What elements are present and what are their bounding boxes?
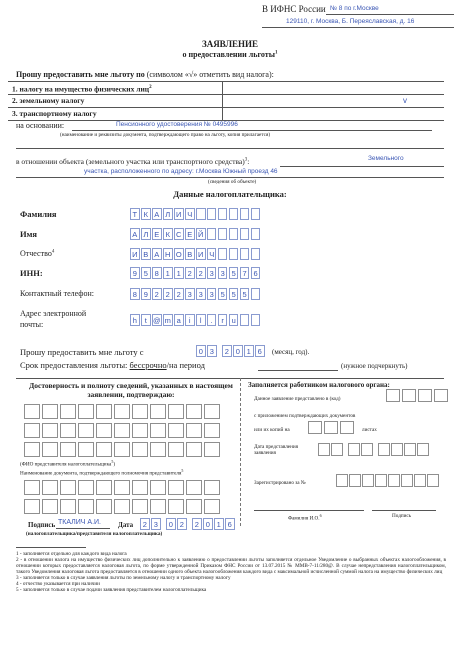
char-cell[interactable]: Й [196, 228, 206, 240]
object-note: (сведения об объекте) [208, 179, 257, 185]
char-cell[interactable]: 1 [244, 345, 254, 357]
char-cell[interactable] [207, 208, 217, 220]
surname-field[interactable] [130, 208, 262, 220]
grid-cell[interactable] [42, 480, 58, 495]
request-heading: Прошу предоставить мне льготу по (символом «√» отметить вид налога): [16, 70, 274, 79]
char-cell[interactable] [240, 314, 250, 326]
char-cell[interactable]: r [218, 314, 228, 326]
char-cell[interactable]: А [130, 228, 140, 240]
grid-cell[interactable] [42, 423, 58, 438]
grid-cell[interactable] [132, 499, 148, 514]
char-cell[interactable]: 0 [203, 518, 213, 530]
sign-note: (налогоплательщика/представителя налогоплательщика) [26, 531, 163, 537]
char-cell[interactable] [251, 208, 261, 220]
char-cell[interactable]: t [141, 314, 151, 326]
char-cell[interactable]: 1 [174, 267, 184, 279]
char-cell[interactable]: 8 [130, 288, 140, 300]
grid-cell[interactable] [42, 404, 58, 419]
object-label: в отношении объекта (земельного участка или транспортного средства)$^3$: [16, 157, 250, 166]
grid-cell[interactable] [60, 423, 76, 438]
patronymic-field[interactable] [130, 248, 262, 260]
footnote-3: 3 - заполняется только в случае заявления льготы по земельному налогу и транспортному налогу [16, 575, 231, 581]
office-line-3: или их копий на [254, 427, 290, 433]
office-line-4: Дата представления заявления [254, 444, 299, 456]
char-cell[interactable] [229, 248, 239, 260]
char-cell[interactable]: Е [185, 228, 195, 240]
rep-note: (ФИО представителя налогоплательщика$^5$) [20, 459, 116, 468]
char-cell[interactable]: К [141, 208, 151, 220]
footnotes [16, 551, 446, 593]
char-cell[interactable]: 5 [218, 288, 228, 300]
char-cell[interactable]: И [196, 248, 206, 260]
grid-cell[interactable] [60, 404, 76, 419]
char-cell[interactable] [218, 248, 228, 260]
char-cell[interactable]: 8 [152, 267, 162, 279]
grid-cell[interactable] [204, 480, 220, 495]
tax-check-transport[interactable] [223, 108, 444, 120]
office-line-1: Данное заявление представлено в (код) [254, 396, 341, 402]
grid-cell[interactable] [78, 423, 94, 438]
grid-cell[interactable] [78, 404, 94, 419]
date-day-field[interactable] [140, 518, 162, 530]
char-cell[interactable]: И [130, 248, 140, 260]
confirm-heading: Достоверность и полноту сведений, указанных в настоящем заявлении, подтверждаю: [29, 381, 233, 399]
char-cell[interactable]: 2 [185, 267, 195, 279]
char-cell[interactable]: h [130, 314, 140, 326]
grid-cell[interactable] [24, 499, 40, 514]
surname-label: Фамилия [20, 209, 57, 219]
grid-cell[interactable] [150, 480, 166, 495]
char-cell[interactable]: 5 [141, 267, 151, 279]
grid-cell[interactable] [168, 442, 184, 457]
char-cell[interactable] [240, 248, 250, 260]
footnote-1: 1 - заполняется отдельно для каждого вида налога [16, 551, 127, 557]
basis-note: (наименование и реквизиты документа, подтверждающего право на льготу, копия прилагается) [60, 132, 271, 138]
grid-cell[interactable] [114, 480, 130, 495]
char-cell[interactable]: Т [130, 208, 140, 220]
char-cell[interactable] [229, 208, 239, 220]
char-cell[interactable]: 2 [192, 518, 202, 530]
tax-row-property: 1. налогу на имущество физических лиц$^2$ [8, 82, 444, 95]
grid-cell[interactable] [24, 480, 40, 495]
tax-row-land: 2. земельному налогу v [8, 95, 444, 108]
sign-label: Подпись [28, 521, 56, 529]
period-from-label: Прошу предоставить мне льготу с [20, 347, 144, 357]
office-fio-label: Фамилия И.О.$^6$ [288, 513, 322, 522]
grid-cell[interactable] [114, 404, 130, 419]
date-label: Дата [118, 521, 134, 529]
char-cell[interactable]: 6 [225, 518, 235, 530]
phone-label: Контактный телефон: [20, 289, 94, 298]
grid-cell[interactable] [186, 442, 202, 457]
char-cell[interactable]: a [174, 314, 184, 326]
doc-grid[interactable] [24, 480, 222, 495]
name-label: Имя [20, 229, 37, 239]
char-cell[interactable]: Н [163, 248, 173, 260]
char-cell[interactable]: 5 [229, 267, 239, 279]
grid-cell[interactable] [186, 423, 202, 438]
char-cell[interactable]: 1 [163, 267, 173, 279]
char-cell[interactable]: 5 [229, 288, 239, 300]
grid-cell[interactable] [168, 480, 184, 495]
office-line-5: Зарегистрировано за № [254, 480, 306, 486]
inspection-value: № 8 по г.Москве [330, 5, 379, 12]
grid-cell[interactable] [132, 423, 148, 438]
grid-cell[interactable] [96, 442, 112, 457]
office-line-3-suffix: листах [362, 427, 377, 433]
inspection-address: 129110, г. Москва, Б. Переяславская, д. 16 [286, 18, 415, 25]
char-cell[interactable]: 7 [240, 267, 250, 279]
grid-cell[interactable] [60, 442, 76, 457]
email-label-1: Адрес электронной [20, 309, 87, 318]
char-cell[interactable]: О [175, 250, 182, 259]
email-label-2: почты: [20, 320, 44, 329]
grid-cell[interactable] [204, 423, 220, 438]
term-note: (нужное подчеркнуть) [341, 362, 408, 370]
form-subtitle: о предоставлении льготы$^1$ [182, 50, 278, 59]
date-month-field[interactable] [166, 518, 188, 530]
grid-cell[interactable] [204, 442, 220, 457]
basis-value[interactable]: Пенсионного удостоверения № 0495996 [116, 121, 238, 128]
char-cell[interactable] [218, 228, 228, 240]
name-field[interactable] [130, 228, 262, 240]
char-cell[interactable] [240, 228, 250, 240]
tax-row-transport: 3. транспортному налогу [8, 108, 444, 121]
rep-grid[interactable] [24, 404, 222, 457]
char-cell[interactable]: Ч [207, 248, 217, 260]
tax-office-heading: Заполняется работником налогового органа: [248, 381, 390, 389]
char-cell[interactable] [251, 288, 261, 300]
office-reg-field[interactable] [336, 474, 441, 487]
phone-field[interactable] [130, 288, 262, 300]
char-cell[interactable]: m [164, 316, 171, 325]
char-cell[interactable]: 3 [151, 518, 161, 530]
char-cell[interactable]: 2 [140, 518, 150, 530]
char-cell[interactable]: И [174, 208, 184, 220]
grid-cell[interactable] [96, 499, 112, 514]
char-cell[interactable]: С [174, 228, 184, 240]
grid-cell[interactable] [204, 404, 220, 419]
char-cell[interactable] [251, 314, 261, 326]
char-cell[interactable]: К [163, 228, 173, 240]
grid-cell[interactable] [132, 404, 148, 419]
doc-grid-2[interactable] [24, 499, 222, 514]
char-cell[interactable]: 0 [233, 345, 243, 357]
char-cell[interactable]: 5 [240, 288, 250, 300]
grid-cell[interactable] [168, 404, 184, 419]
char-cell[interactable] [207, 228, 217, 240]
period-year-field[interactable] [222, 345, 266, 357]
office-sign-label: Подпись [392, 513, 412, 519]
date-year-field[interactable] [192, 518, 236, 530]
char-cell[interactable] [251, 228, 261, 240]
char-cell[interactable]: 6 [255, 345, 265, 357]
char-cell[interactable]: 0 [196, 345, 206, 357]
email-field[interactable] [130, 314, 262, 326]
char-cell[interactable]: 3 [196, 288, 206, 300]
char-cell[interactable] [218, 208, 228, 220]
tax-type-table [8, 81, 444, 121]
office-line-2: с приложением подтверждающих документов [254, 413, 356, 419]
doc-note: Наименование документа, подтверждающего полномочия представителя$^5$ [20, 468, 184, 477]
char-cell[interactable]: Л [141, 228, 151, 240]
grid-cell[interactable] [186, 480, 202, 495]
char-cell[interactable] [229, 228, 239, 240]
grid-cell[interactable] [150, 442, 166, 457]
month-year-note: (месяц, год). [272, 348, 310, 356]
grid-cell[interactable] [96, 423, 112, 438]
inn-label: ИНН: [20, 268, 43, 278]
grid-cell[interactable] [114, 423, 130, 438]
char-cell[interactable]: Л [163, 208, 173, 220]
footnote-2: 2 - в отношении налога на имущество физических лиц дополнительно к заявлению о предоставлении льготы заполняется отдельное Уведомление о выбранных объектах налогообложения, в отношении которых предоставляется налоговая льгота, по форме утвержденной Приказом ФНС России от 13.07.2015 № ММВ-7-11/280@. В случае непредставления налогоплательщиком, такого Уведомления налоговая льгота предоставляется в отношении одного объекта налогообложения каждого вида с максимальной исчисленной суммой налога на имущество физических лиц [16, 557, 446, 575]
tax-check-land[interactable]: v [403, 96, 407, 105]
char-cell[interactable]: 2 [174, 288, 184, 300]
grid-cell[interactable] [42, 499, 58, 514]
grid-cell[interactable] [150, 499, 166, 514]
char-cell[interactable]: 2 [222, 345, 232, 357]
office-date-field[interactable] [318, 443, 431, 456]
char-cell[interactable]: l [196, 314, 206, 326]
object-value-1[interactable]: Земельного [368, 155, 404, 162]
char-cell[interactable]: 9 [130, 267, 140, 279]
char-cell[interactable]: 2 [196, 267, 206, 279]
tax-check-property[interactable] [223, 82, 444, 94]
char-cell[interactable]: . [207, 314, 217, 326]
sign-value[interactable]: ТКАЛИЧ А.И. [58, 519, 102, 526]
char-cell[interactable]: В [185, 248, 195, 260]
grid-cell[interactable] [78, 480, 94, 495]
grid-cell[interactable] [132, 442, 148, 457]
char-cell[interactable]: @ [152, 316, 161, 325]
grid-cell[interactable] [168, 423, 184, 438]
grid-cell[interactable] [78, 442, 94, 457]
char-cell[interactable]: 3 [218, 267, 228, 279]
grid-cell[interactable] [96, 480, 112, 495]
taxpayer-heading: Данные налогоплательщика: [173, 189, 287, 199]
char-cell[interactable]: Ч [185, 208, 195, 220]
char-cell[interactable]: u [229, 314, 239, 326]
char-cell[interactable]: i [185, 314, 195, 326]
char-cell[interactable]: А [152, 208, 162, 220]
char-cell[interactable]: 3 [207, 267, 217, 279]
grid-cell[interactable] [24, 404, 40, 419]
object-value-2[interactable]: участка, расположенного по адресу: г.Москва Южный проезд 46 [84, 168, 278, 175]
term-indefinite[interactable]: бессрочно [129, 360, 167, 370]
char-cell[interactable]: 3 [207, 288, 217, 300]
basis-label: на основании: [16, 121, 65, 130]
char-cell[interactable] [251, 248, 261, 260]
char-cell[interactable]: 6 [251, 267, 261, 279]
grid-cell[interactable] [24, 423, 40, 438]
grid-cell[interactable] [150, 404, 166, 419]
footnote-4: 4 - отчество указывается при наличии [16, 581, 100, 587]
char-cell[interactable]: А [152, 248, 162, 260]
office-code-field[interactable] [386, 389, 450, 402]
grid-cell[interactable] [114, 442, 130, 457]
grid-cell[interactable] [186, 499, 202, 514]
grid-cell[interactable] [24, 442, 40, 457]
grid-cell[interactable] [132, 480, 148, 495]
period-month-field[interactable] [196, 345, 218, 357]
char-cell[interactable]: 1 [214, 518, 224, 530]
grid-cell[interactable] [42, 442, 58, 457]
grid-cell[interactable] [150, 423, 166, 438]
char-cell[interactable]: 0 [166, 518, 176, 530]
char-cell[interactable]: Е [152, 228, 162, 240]
char-cell[interactable]: 2 [163, 288, 173, 300]
grid-cell[interactable] [60, 499, 76, 514]
grid-cell[interactable] [168, 499, 184, 514]
grid-cell[interactable] [114, 499, 130, 514]
grid-cell[interactable] [60, 480, 76, 495]
grid-cell[interactable] [78, 499, 94, 514]
term-row: Срок предоставления льготы: бессрочно/на период [20, 360, 205, 370]
char-cell[interactable]: 9 [141, 288, 151, 300]
char-cell[interactable]: В [141, 248, 151, 260]
form-title: ЗАЯВЛЕНИЕ [201, 39, 259, 49]
grid-cell[interactable] [96, 404, 112, 419]
inn-field[interactable] [130, 267, 262, 279]
char-cell[interactable] [196, 208, 206, 220]
footnote-5: 5 - заполняется только в случае подачи заявления представителем налогоплательщика [16, 587, 207, 593]
recipient-label: В ИФНС России [262, 4, 326, 14]
char-cell[interactable]: 2 [177, 518, 187, 530]
grid-cell[interactable] [186, 404, 202, 419]
patronymic-label: Отчество$^4$ [20, 249, 55, 258]
char-cell[interactable]: 3 [185, 288, 195, 300]
char-cell[interactable] [240, 208, 250, 220]
office-sheets-field[interactable] [308, 421, 356, 434]
char-cell[interactable]: 3 [207, 345, 217, 357]
grid-cell[interactable] [204, 499, 220, 514]
char-cell[interactable]: 2 [152, 288, 162, 300]
